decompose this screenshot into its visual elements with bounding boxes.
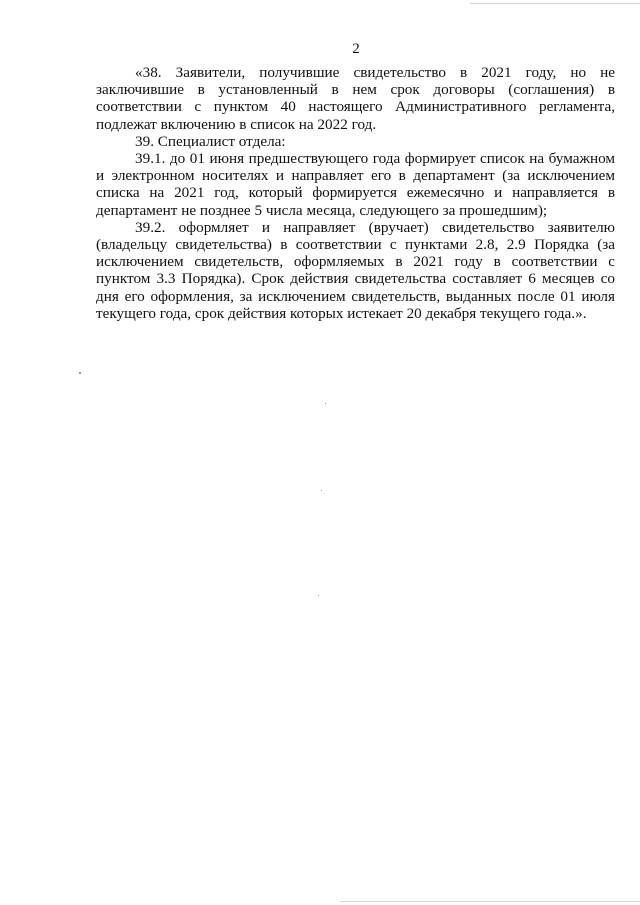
paragraph-39: 39. Специалист отдела:: [135, 132, 286, 150]
paragraph-38: «38. Заявители, получившие свидетельство в 2021 году, но не заключившие в установленный в нем срок договоры (соглашения) в соответствии с пунктом 40 настоящего Административного регламента, подлежат включению в список на 2022 год.: [96, 64, 615, 133]
scan-speck: [325, 403, 326, 404]
paragraph-39-1: 39.1. до 01 июня предшествующего года формирует список на бумажном и электронном носителях и направляет его в департамент (за исключением списка на 2021 год, который формируется ежемесячно и направляется в департамент не позднее 5 числа месяца, следующего за прошедшим);: [96, 150, 615, 219]
scan-speck: [321, 490, 322, 491]
paragraph-39-2: 39.2. оформляет и направляет (вручает) свидетельство заявителю (владельцу свидетельства) в соответствии с пунктами 2.8, 2.9 Порядка (за исключением свидетельств, оформляемых в 2021 году в соответствии с пунктом 3.3 Порядка). Срок действия свидетельства составляет 6 месяцев со дня его оформления, за исключением свидетельств, выданных после 01 июля текущего года, срок действия которых истекает 20 декабря текущего года.».: [96, 218, 615, 322]
scan-edge-bottom: [340, 901, 640, 902]
scan-edge-top: [470, 3, 640, 4]
scan-speck: [79, 372, 81, 374]
document-body: [96, 64, 615, 322]
scan-speck: [318, 595, 319, 596]
page-number: 2: [352, 41, 360, 57]
